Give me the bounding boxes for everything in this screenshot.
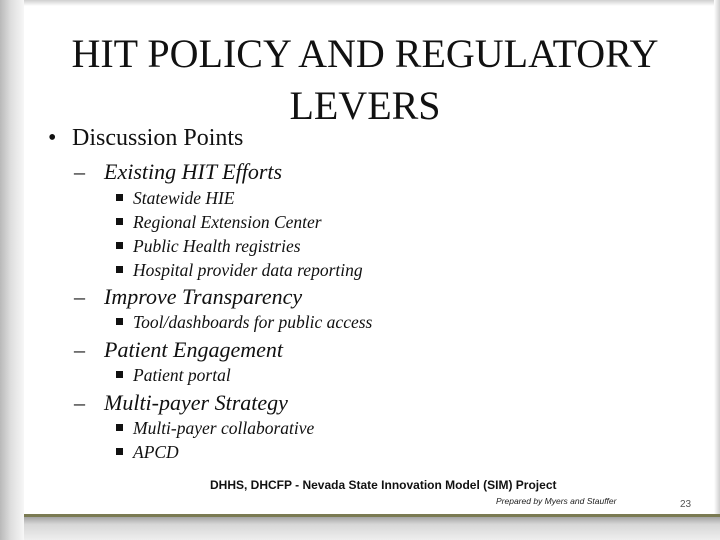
list-item bbox=[116, 442, 179, 463]
square-bullet-icon bbox=[116, 318, 123, 325]
slide-title bbox=[30, 28, 700, 132]
list-item-text: Patient portal bbox=[133, 365, 231, 385]
list-item-text: Multi-payer collaborative bbox=[133, 418, 315, 438]
square-bullet-icon bbox=[116, 194, 123, 201]
list-item-text: Public Health registries bbox=[133, 236, 301, 256]
dash-icon: – bbox=[74, 159, 85, 184]
dash-icon: – bbox=[74, 390, 85, 415]
slide-footer: DHHS, DHCFP - Nevada State Innovation Model (SIM) Project bbox=[210, 478, 557, 492]
page-number: 23 bbox=[680, 499, 692, 510]
slide-frame-top bbox=[24, 0, 720, 6]
section-heading-improve-transparency bbox=[74, 284, 302, 310]
main-bullet-text: Discussion Points bbox=[72, 125, 244, 151]
list-item-text: Tool/dashboards for public access bbox=[133, 312, 373, 332]
list-item-text: Hospital provider data reporting bbox=[133, 260, 363, 280]
list-item bbox=[116, 365, 231, 386]
list-item-text: APCD bbox=[133, 442, 179, 462]
slide-title-line-1: HIT POLICY AND REGULATORY bbox=[71, 31, 659, 76]
square-bullet-icon bbox=[116, 242, 123, 249]
dash-icon: – bbox=[74, 337, 85, 362]
slide-title-line-2: LEVERS bbox=[289, 83, 441, 128]
section-heading-text: Multi-payer Strategy bbox=[104, 390, 288, 415]
slide-frame-left bbox=[0, 0, 24, 540]
list-item bbox=[116, 312, 372, 333]
section-heading-text: Improve Transparency bbox=[104, 284, 303, 309]
prepared-by-note: Prepared by Myers and Stauffer bbox=[496, 496, 617, 506]
list-item-text: Statewide HIE bbox=[133, 188, 235, 208]
bullet-dot-icon: • bbox=[48, 125, 57, 151]
square-bullet-icon bbox=[116, 266, 123, 273]
section-heading-text: Existing HIT Efforts bbox=[104, 159, 283, 184]
square-bullet-icon bbox=[116, 371, 123, 378]
slide-frame-right bbox=[714, 0, 720, 540]
slide-bottom-accent-line bbox=[24, 514, 720, 517]
list-item bbox=[116, 188, 235, 209]
square-bullet-icon bbox=[116, 218, 123, 225]
square-bullet-icon bbox=[116, 424, 123, 431]
list-item bbox=[116, 418, 314, 439]
main-bullet bbox=[48, 125, 243, 152]
slide-bottom-bar bbox=[24, 514, 720, 540]
list-item bbox=[116, 212, 322, 233]
list-item bbox=[116, 236, 301, 257]
dash-icon: – bbox=[74, 284, 85, 309]
section-heading-text: Patient Engagement bbox=[104, 337, 284, 362]
section-heading-existing-hit-efforts bbox=[74, 159, 282, 185]
list-item bbox=[116, 260, 363, 281]
section-heading-multi-payer-strategy bbox=[74, 390, 288, 416]
square-bullet-icon bbox=[116, 448, 123, 455]
list-item-text: Regional Extension Center bbox=[133, 212, 322, 232]
section-heading-patient-engagement bbox=[74, 337, 283, 363]
